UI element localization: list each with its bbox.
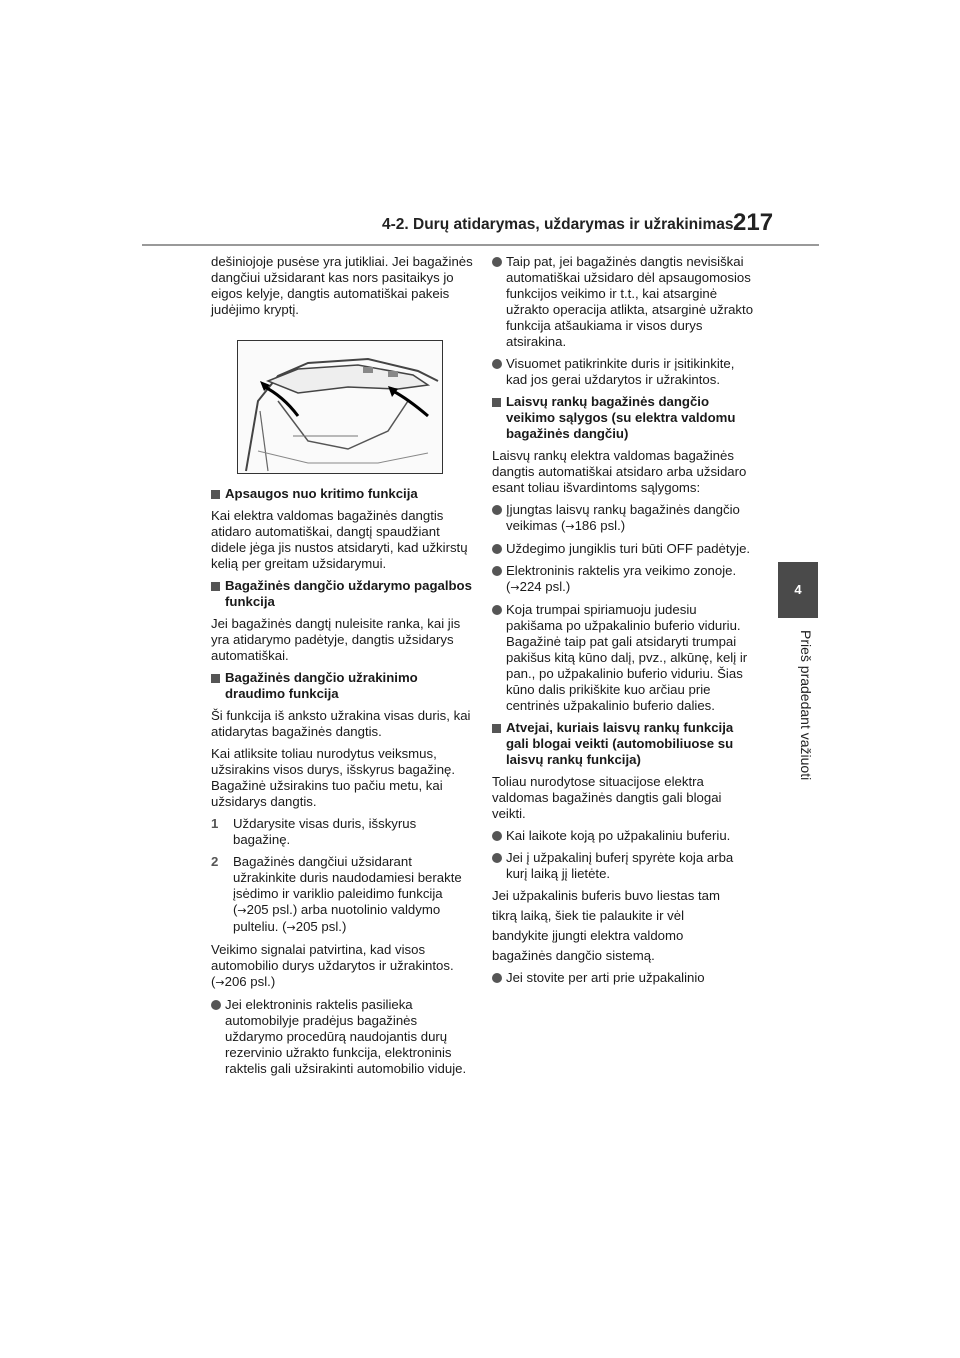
bullet-text-b: ) [620,518,626,533]
heading-fall-protection [211,486,473,502]
confirm-text-a: Veikimo signalai patvirtina, kad visos automobilio durys uždarytos ir užrakintos. ( [211,942,454,989]
page-ref-link[interactable]: 206 psl. [224,974,271,989]
round-bullet-icon [492,544,502,554]
bullet-text: Jei į užpakalinį buferį spyrėte koja arba kurį laiką jį lietėte. [506,850,734,881]
chapter-title: Prieš pradedant važiuoti [798,630,814,781]
page-ref-link[interactable]: 224 psl. [519,579,566,594]
retry-line-2: tikrą laiką, šiek tie palaukite ir vėl [492,908,685,923]
heading-handsfree-malfunction [492,720,754,768]
step-text-b: ) arba nuotolinio valdymo pulteliu. ( [233,902,441,934]
arrow-icon: → [510,581,520,594]
header-rule [142,244,819,246]
round-bullet-icon [492,257,502,267]
bullet-item [492,602,754,714]
round-bullet-icon [492,973,502,983]
left-column [211,254,473,1083]
bullet-item [492,254,754,350]
bullet-text: Uždegimo jungiklis turi būti OFF padėtyje. [506,541,751,556]
round-bullet-icon [492,359,502,369]
bullet-text: Taip pat, jei bagažinės dangtis nevisiškai automatiškai užsidaro dėl apsaugomosios funkcijos veikimo ir t.t., kai atsarginė užrakto operacija atlikta, atsarginė užrakto funkcija atšaukiama ir visos durys atsirakina. [506,254,754,349]
page-ref-link[interactable]: 205 psl. [295,919,342,934]
bullet-item [492,356,754,388]
bullet-text: Visuomet patikrinkite duris ir įsitikinkite, kad jos gerai uždarytos ir užrakintos. [506,356,735,387]
step-number: 2 [211,854,219,869]
bullet-item [492,541,754,557]
bullet-item [492,828,754,844]
page-ref-link[interactable]: 186 psl. [574,518,621,533]
step-number: 1 [211,816,219,831]
heading-close-assist [211,578,473,610]
round-bullet-icon [211,1000,221,1010]
intro-paragraph: dešiniojoje pusėse yra jutikliai. Jei bagažinės dangčiui užsidarant kas nors pasitaikys jo eigos kelyje, dangtis automatiškai pakeis judėjimo kryptį. [211,254,473,317]
square-bullet-icon [211,490,220,499]
bullet-text: Jei elektroninis raktelis pasilieka automobilyje pradėjus bagažinės uždarymo procedūrą naudojantis durų rezervinio užrakto funkcija, elektroninis raktelis gali užsirakinti automobilio viduje. [225,997,467,1076]
round-bullet-icon [492,505,502,515]
round-bullet-icon [492,853,502,863]
heading-text: Bagažinės dangčio uždarymo pagalbos funkcija [225,578,472,609]
square-bullet-icon [211,674,220,683]
bullet-item [492,502,754,535]
page-number: 217 [733,209,774,236]
section-title: 4-2. Durų atidarymas, uždarymas ir užrakinimas [382,216,734,233]
step-1 [211,816,473,848]
bullet-item [492,563,754,596]
square-bullet-icon [492,724,501,733]
bullet-item [492,850,754,882]
confirm-text-b: ) [270,974,276,989]
bullet-text: Kai laikote koją po užpakaliniu buferiu. [506,828,731,843]
trunk-illustration-svg [238,341,442,473]
step-text: Uždarysite visas duris, išskyrus bagažinę. [233,816,417,847]
arrow-icon: → [286,921,296,934]
square-bullet-icon [211,582,220,591]
fall-protection-body: Kai elektra valdomas bagažinės dangtis atidaro automatiškai, dangtį spaudžiant didele jėga jis nustos atsidaryti, kad užkirstų kelią per greitam užsidarymui. [211,508,468,571]
retry-line-1: Jei užpakalinis buferis buvo liestas tam [492,888,720,903]
heading-text: Apsaugos nuo kritimo funkcija [225,486,418,501]
heading-lock-prevent [211,670,473,702]
handsfree-malfunction-body: Toliau nurodytose situacijose elektra valdomas bagažinės dangtis gali blogai veikti. [492,774,722,821]
page-ref-link[interactable]: 205 psl. [246,902,293,917]
retry-line-4: bagažinės dangčio sistemą. [492,948,655,963]
step-2 [211,854,473,936]
right-column [492,254,754,992]
step-text-a: Bagažinės dangčiui užsidarant užrakinkite duris naudodamiesi berakte įsėdimo ir variklio paleidimo funkcija ( [233,854,462,917]
bullet-item [492,970,754,986]
trunk-sensor-illustration [237,340,443,474]
square-bullet-icon [492,398,501,407]
round-bullet-icon [492,566,502,576]
bullet-text-extra: Bagažinė taip pat gali atsidaryti trumpai pakišus kitą kūno dalį, pvz., alkūnę, kelį ir pan., po užpakalinio buferio viduriu. Šias kūno dalis prikiškite kuo arčiau prie centrinės užpakalinio buferio dalies. [506,634,748,713]
bullet-text-b: ) [565,579,571,594]
heading-text: Bagažinės dangčio užrakinimo draudimo funkcija [225,670,418,701]
arrow-icon: → [215,976,225,989]
bullet-item [211,997,473,1077]
bullet-text: Koja trumpai spiriamuoju judesiu pakišama po užpakalinio buferio viduriu. [506,602,741,633]
heading-handsfree-conditions [492,394,754,442]
lock-prevent-body-1: Ši funkcija iš anksto užrakina visas duris, kai atidarytas bagažinės dangtis. [211,708,471,739]
retry-line-3: bandykite įjungti elektra valdomo [492,928,684,943]
round-bullet-icon [492,831,502,841]
handsfree-conditions-body: Laisvų rankų elektra valdomas bagažinės dangtis automatiškai atsidaro arba užsidaro esant toliau išvardintoms sąlygoms: [492,448,747,495]
round-bullet-icon [492,605,502,615]
chapter-tab[interactable]: 4 [778,562,818,618]
arrow-icon: → [237,904,247,917]
arrow-icon: → [565,520,575,533]
bullet-text-a: Įjungtas laisvų rankų bagažinės dangčio veikimas ( [506,502,740,533]
bullet-text-a: Elektroninis raktelis yra veikimo zonoje. ( [506,563,737,594]
step-text-c: ) [341,919,347,934]
heading-text: Laisvų rankų bagažinės dangčio veikimo sąlygos (su elektra valdomu bagažinės dangčiu) [506,394,736,441]
bullet-text: Jei stovite per arti prie užpakalinio [506,970,705,985]
close-assist-body: Jei bagažinės dangtį nuleisite ranka, kai jis yra atidarymo padėtyje, dangtis užsidarys automatiškai. [211,616,461,663]
lock-prevent-body-2: Kai atliksite toliau nurodytus veiksmus, užsirakins visos durys, išskyrus bagažinę. Bagažinė užsirakins tuo pačiu metu, kai užsidarys dangtis. [211,746,456,809]
heading-text: Atvejai, kuriais laisvų rankų funkcija gali blogai veikti (automobiliuose su laisvų rankų funkcija) [506,720,734,767]
confirm-paragraph [211,942,473,991]
